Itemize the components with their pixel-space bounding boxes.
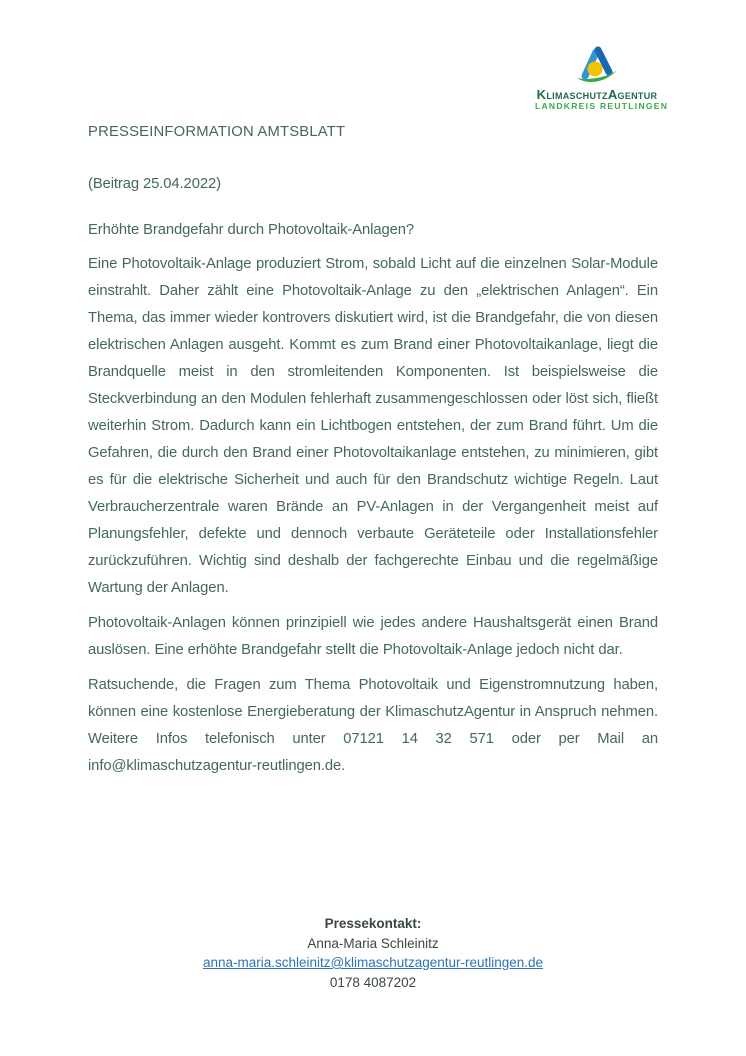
document-headline: Erhöhte Brandgefahr durch Photovoltaik-Anlagen? <box>88 222 414 238</box>
document-kicker: PRESSEINFORMATION AMTSBLATT <box>88 124 346 140</box>
logo-org-name: KlimaschutzAgentur <box>536 87 658 102</box>
press-contact-email-link[interactable]: anna-maria.schleinitz@klimaschutzagentur-reutlingen.de <box>202 955 544 970</box>
body-paragraph-1: Eine Photovoltaik-Anlage produziert Strom, sobald Licht auf die einzelnen Solar-Module einstrahlt. Daher zählt eine Photovoltaik-Anlage zu den „elektrischen Anlagen“. Ein Thema, das immer wieder kontrovers diskutiert wird, ist die Brandgefahr, die von diesen elektrischen Anlagen ausgeht. Kommt es zum Brand einer Photovoltaikanlage, liegt die Brandquelle meist in den stromleitenden Komponenten. Ist beispielsweise die Steckverbindung an den Modulen fehlerhaft zusammengeschlossen oder löst sich, fließt weiterhin Strom. Dadurch kann ein Lichtbogen entstehen, der zum Brand führt. Um die Gefahren, die durch den Brand einer Photovoltaikanlage entstehen, zu minimieren, gibt es für die elektrische Sicherheit und auch für den Brandschutz wichtige Regeln. Laut Verbraucherzentrale waren Brände an PV-Anlagen in der Vergangenheit meist auf Planungsfehler, defekte und dennoch verbaute Geräteteile oder Installationsfehler zurückzuführen. Wichtig sind deshalb der fachgerechte Einbau und die regelmäßige Wartung der Anlagen. <box>88 256 658 596</box>
press-contact-phone: 0178 4087202 <box>329 974 417 990</box>
logo-org-subtitle: LANDKREIS REUTLINGEN <box>535 101 669 111</box>
body-paragraph-2: Photovoltaik-Anlagen können prinzipiell wie jedes andere Haushaltsgerät einen Brand auslösen. Eine erhöhte Brandgefahr stellt die Photovoltaik-Anlage jedoch nicht dar. <box>88 615 658 658</box>
document-dateline: (Beitrag 25.04.2022) <box>88 176 221 192</box>
press-contact-label: Pressekontakt: <box>324 916 422 931</box>
body-paragraph-3: Ratsuchende, die Fragen zum Thema Photovoltaik und Eigenstromnutzung haben, können eine kostenlose Energieberatung der KlimaschutzAgentur in Anspruch nehmen. Weitere Infos telefonisch unter 07121 14 32 571 oder per Mail an info@klimaschutzagentur-reutlingen.de. <box>88 677 658 774</box>
press-contact-name: Anna-Maria Schleinitz <box>307 935 439 951</box>
press-contact-block <box>0 914 746 992</box>
document-content <box>88 0 669 780</box>
